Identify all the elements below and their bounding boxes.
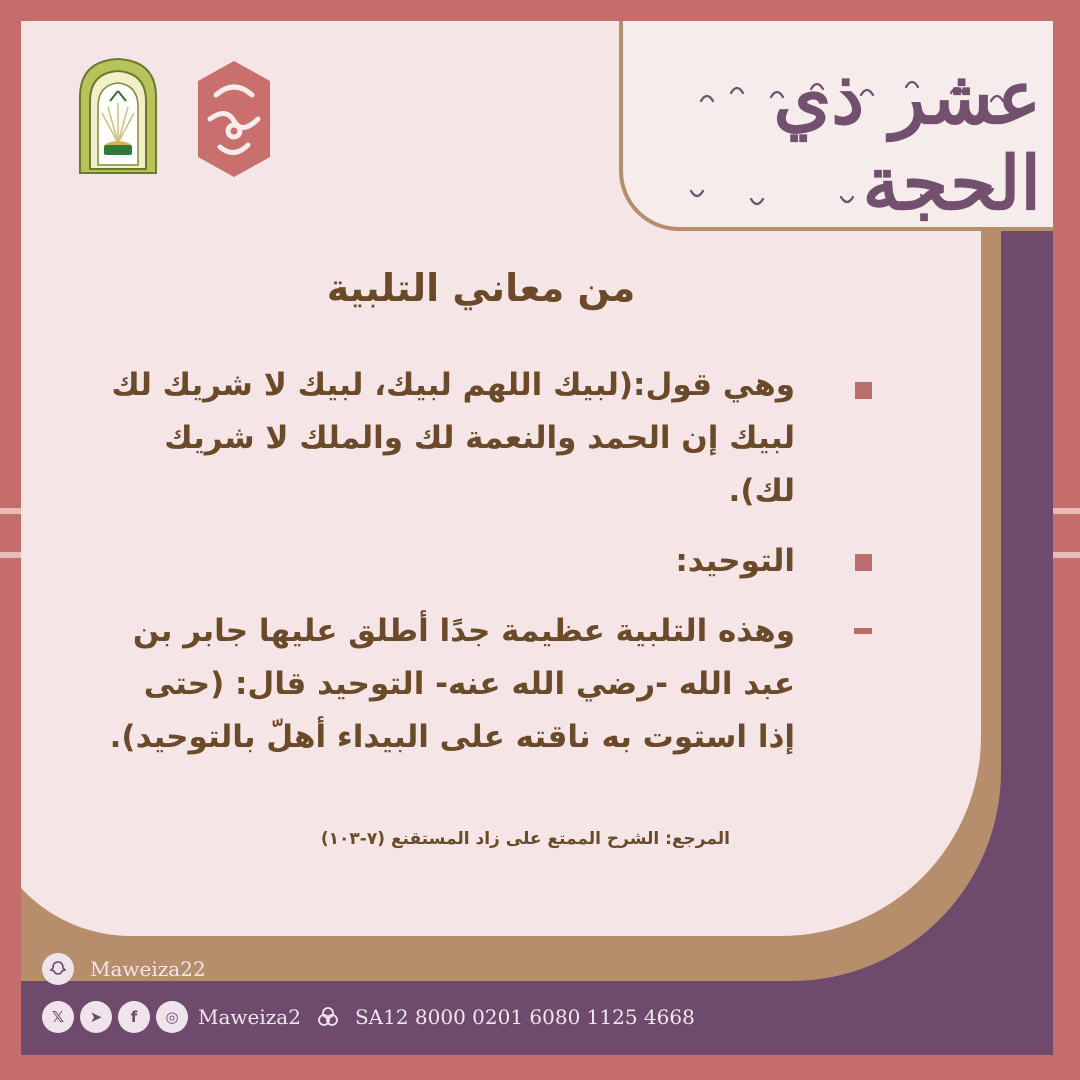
side-stripe-left-bottom — [0, 552, 21, 558]
iban-number: SA12 8000 0201 6080 1125 4668 — [354, 1005, 695, 1029]
main-frame — [21, 21, 1053, 1055]
footer-social-row — [42, 1001, 695, 1033]
side-stripe-right-top — [1053, 508, 1080, 514]
bullet-square — [855, 382, 872, 399]
item-tawheed-explanation: وهذه التلبية عظيمة جدًا أطلق عليها جابر بن عبد الله -رضي الله عنه- التوحيد قال: (حتى إذا استوت به ناقته على البيداء أهلّ بالتوحيد). — [109, 613, 795, 755]
footer-snapchat-row — [42, 953, 206, 985]
bullet-dash — [854, 628, 872, 634]
reference-text: المرجع: الشرح الممتع على زاد المستقنع (٧-١٠٣) — [320, 829, 730, 849]
maweiza-logo — [186, 55, 282, 183]
item-definition: وهي قول:(لبيك اللهم لبيك، لبيك لا شريك لك لبيك إن الحمد والنعمة لك والملك لا شريك لك). — [111, 367, 795, 509]
snapchat-handle[interactable]: Maweiza22 — [90, 957, 206, 981]
facebook-icon[interactable]: f — [118, 1001, 150, 1033]
page-title: من معاني التلبية — [326, 266, 636, 310]
snapchat-icon[interactable] — [42, 953, 74, 985]
bullet-square — [855, 554, 872, 571]
header-title — [661, 55, 1041, 227]
ministry-of-islamic-affairs-logo — [76, 57, 160, 175]
side-stripe-left-top — [0, 508, 21, 514]
instagram-icon[interactable]: ◎ — [156, 1001, 188, 1033]
x-icon[interactable]: 𝕏 — [42, 1001, 74, 1033]
telegram-icon[interactable]: ➤ — [80, 1001, 112, 1033]
item-tawheed-heading: التوحيد: — [675, 543, 795, 579]
side-stripe-right-bottom — [1053, 552, 1080, 558]
header-title-text: عشر ذي الحجة — [773, 55, 1041, 227]
social-handle[interactable]: Maweiza2 — [198, 1005, 301, 1029]
bank-icon — [317, 1006, 339, 1028]
